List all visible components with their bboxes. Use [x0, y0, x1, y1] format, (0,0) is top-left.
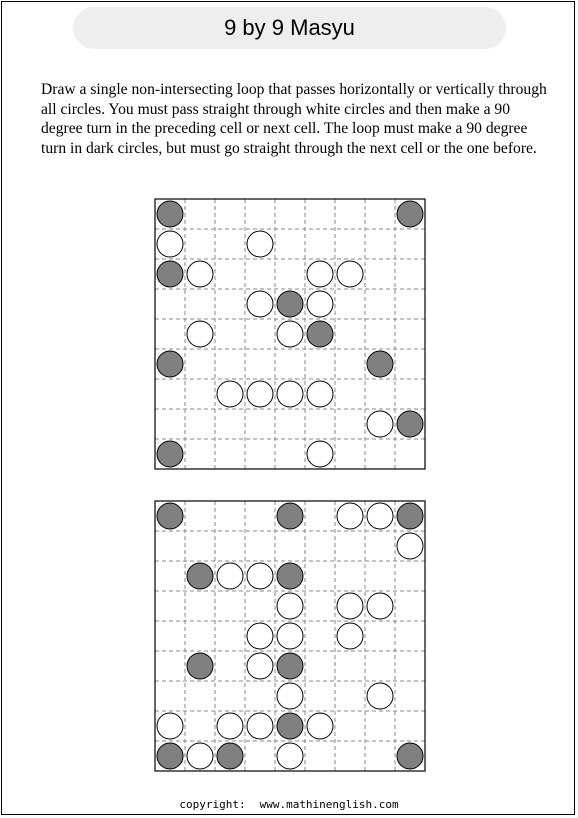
white-circle: [367, 411, 393, 437]
black-circle: [157, 351, 183, 377]
white-circle: [277, 683, 303, 709]
copyright-label: copyright:: [179, 798, 246, 811]
white-circle: [337, 261, 363, 287]
black-circle: [277, 563, 303, 589]
white-circle: [307, 713, 333, 739]
black-circle: [277, 653, 303, 679]
white-circle: [187, 321, 213, 347]
masyu-grid-2: [154, 500, 426, 772]
page-title: 9 by 9 Masyu: [224, 15, 355, 40]
white-circle: [187, 261, 213, 287]
instructions-text: Draw a single non-intersecting loop that passes horizontally or vertically through all circles. You must pass straight through white circles and then make a 90 degree turn in the preceding cell or next cell. The loop must make a 90 degree turn in dark circles, but must go straight through the next cell or the one before.: [41, 81, 547, 157]
white-circle: [247, 563, 273, 589]
white-circle: [277, 321, 303, 347]
white-circle: [217, 713, 243, 739]
white-circle: [397, 533, 423, 559]
copyright-line: [0, 798, 578, 811]
white-circle: [247, 623, 273, 649]
black-circle: [277, 291, 303, 317]
white-circle: [337, 623, 363, 649]
copyright-site: www.mathinenglish.com: [259, 798, 399, 811]
white-circle: [367, 503, 393, 529]
white-circle: [367, 683, 393, 709]
white-circle: [217, 381, 243, 407]
white-circle: [247, 653, 273, 679]
black-circle: [157, 743, 183, 769]
white-circle: [337, 593, 363, 619]
white-circle: [247, 381, 273, 407]
white-circle: [277, 743, 303, 769]
black-circle: [307, 321, 333, 347]
masyu-grid-svg: [154, 198, 426, 470]
black-circle: [157, 503, 183, 529]
black-circle: [157, 441, 183, 467]
white-circle: [247, 231, 273, 257]
black-circle: [277, 713, 303, 739]
white-circle: [157, 713, 183, 739]
white-circle: [337, 503, 363, 529]
black-circle: [187, 563, 213, 589]
white-circle: [277, 593, 303, 619]
black-circle: [157, 201, 183, 227]
masyu-grid-1: [154, 198, 426, 470]
white-circle: [157, 231, 183, 257]
black-circle: [397, 503, 423, 529]
white-circle: [307, 291, 333, 317]
white-circle: [277, 623, 303, 649]
black-circle: [397, 201, 423, 227]
black-circle: [397, 743, 423, 769]
black-circle: [277, 503, 303, 529]
white-circle: [307, 381, 333, 407]
white-circle: [367, 593, 393, 619]
white-circle: [277, 381, 303, 407]
black-circle: [157, 261, 183, 287]
masyu-grid-svg: [154, 500, 426, 772]
black-circle: [217, 743, 243, 769]
white-circle: [247, 291, 273, 317]
black-circle: [397, 411, 423, 437]
black-circle: [187, 653, 213, 679]
white-circle: [247, 713, 273, 739]
black-circle: [367, 351, 393, 377]
white-circle: [307, 441, 333, 467]
white-circle: [307, 261, 333, 287]
white-circle: [217, 563, 243, 589]
white-circle: [187, 743, 213, 769]
title-banner: [73, 7, 506, 49]
